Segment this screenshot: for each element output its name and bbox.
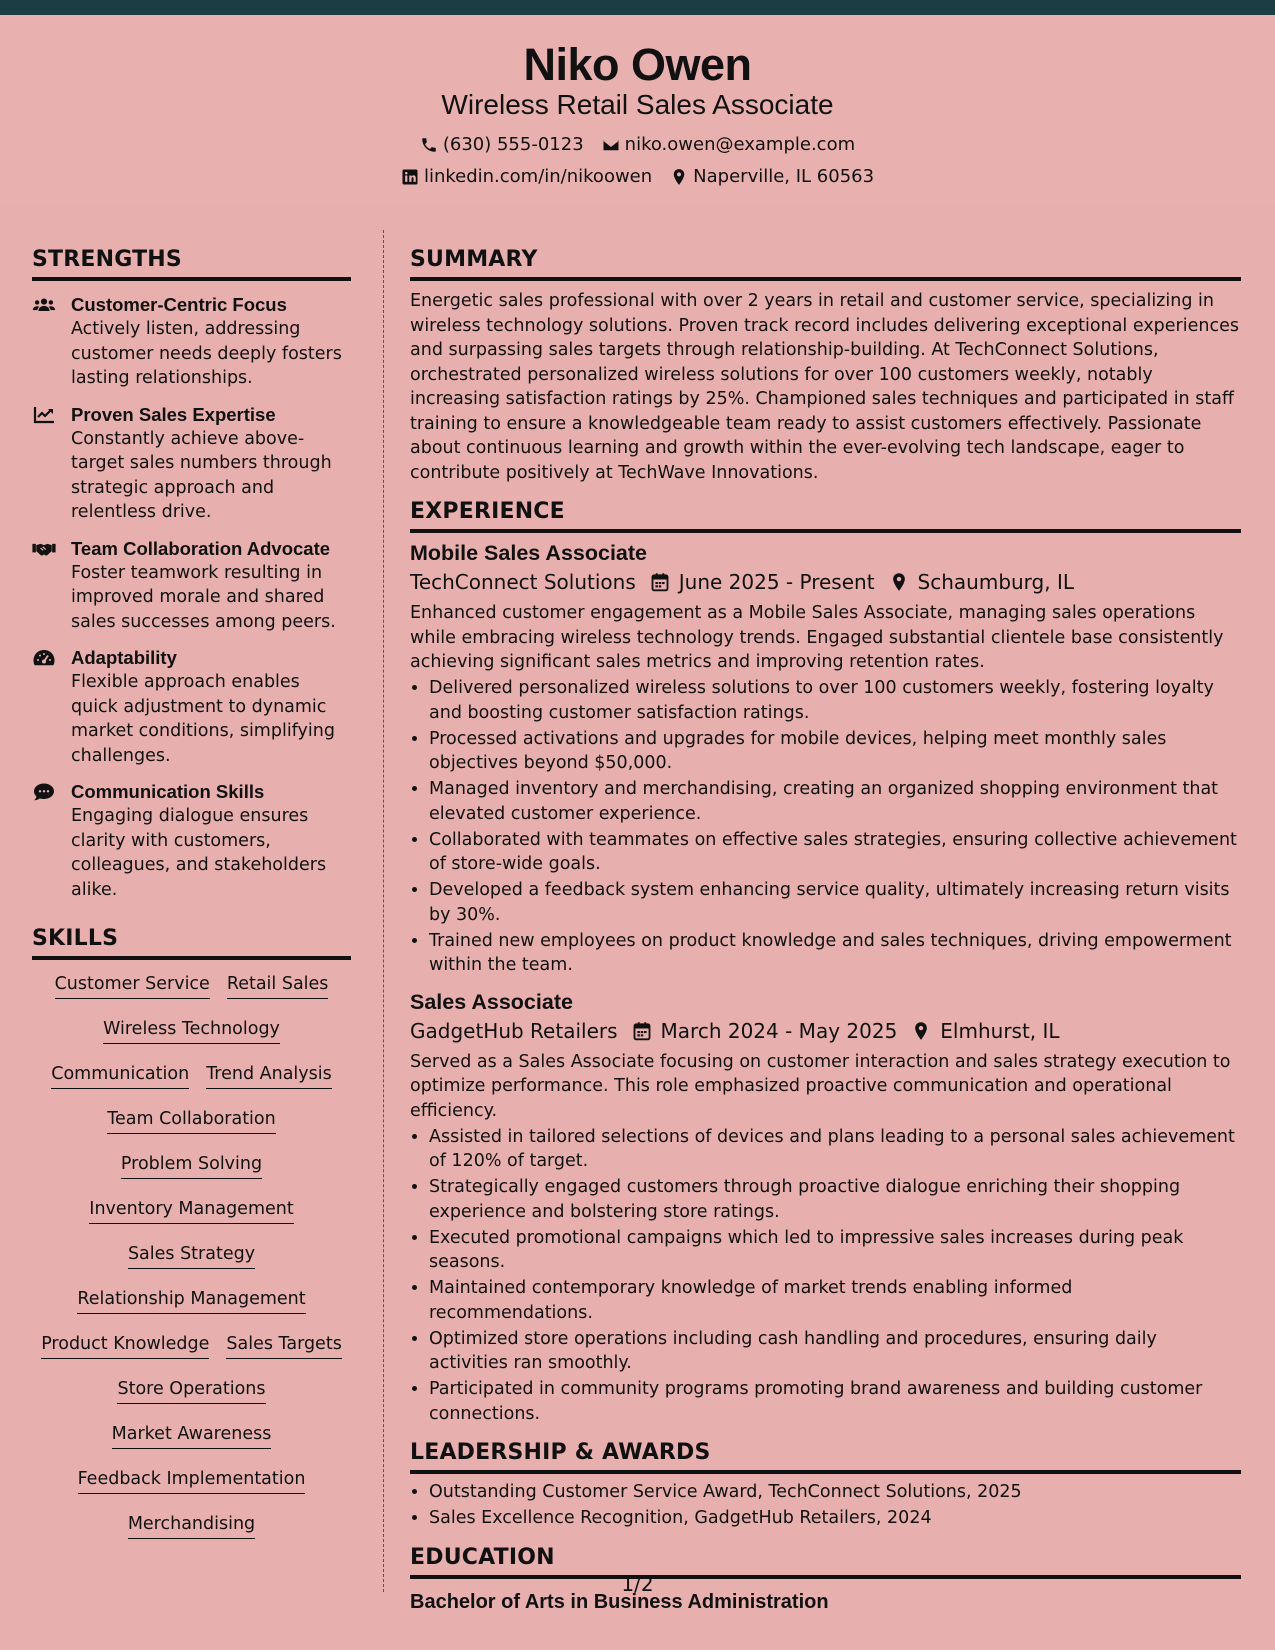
skill-row [32,1377,351,1422]
job-company: TechConnect Solutions [410,570,636,594]
calendar-icon [632,1021,652,1041]
comment-icon [32,782,56,802]
users-icon [32,295,56,315]
skill-row [32,1287,351,1332]
skill-tag: Inventory Management [89,1197,293,1224]
job-title: Mobile Sales Associate [410,541,647,565]
job-bullet: • Strategically engaged customers through proactive dialogue enriching their shopping experience and bolstering store ratings. [429,1175,1241,1224]
job-meta [410,1016,1241,1046]
top-accent-bar [0,0,1275,15]
job-location: Schaumburg, IL [917,570,1075,594]
phone-contact[interactable] [420,136,584,154]
award-item: • Sales Excellence Recognition, GadgetHub Retailers, 2024 [429,1506,1241,1531]
job-bullet: • Participated in community programs promoting brand awareness and building customer connections. [429,1377,1241,1426]
location-text: Naperville, IL 60563 [693,166,875,187]
awards-heading: LEADERSHIP & AWARDS [410,1438,1241,1474]
linkedin-text: linkedin.com/in/nikoowen [423,166,653,187]
contact-line-1 [0,136,1275,154]
envelope-icon [602,136,620,154]
job-bullet: • Delivered personalized wireless solutions to over 100 customers weekly, fostering loyalty and boosting customer satisfaction ratings. [429,676,1241,725]
skills-heading: SKILLS [32,924,351,960]
column-divider [383,230,384,1592]
strength-desc: Flexible approach enables quick adjustment to dynamic market conditions, simplifying challenges. [71,672,335,766]
summary-heading: SUMMARY [410,245,1241,281]
skill-row [32,1017,351,1062]
strength-title: Proven Sales Expertise [71,403,276,425]
education-degree: Bachelor of Arts in Business Administration [410,1590,829,1613]
phone-text: (630) 555-0123 [442,134,584,155]
skill-tag: Store Operations [117,1377,265,1404]
skill-tag: Merchandising [128,1512,255,1539]
map-pin-icon [670,168,688,186]
skill-tag: Customer Service [55,972,210,999]
job-entry [410,539,1241,978]
right-column [410,245,1241,1615]
linkedin-icon [401,168,419,186]
strength-desc: Actively listen, addressing customer needs deeply fosters lasting relationships. [71,319,342,388]
candidate-role: Wireless Retail Sales Associate [441,89,834,120]
strength-item [32,646,351,768]
job-dates: June 2025 - Present [678,570,875,594]
skill-tag: Product Knowledge [41,1332,209,1359]
skill-tag: Team Collaboration [107,1107,275,1134]
page-number: 1/2 [621,1572,654,1596]
job-bullet: • Managed inventory and merchandising, creating an organized shopping environment that elevated customer experience. [429,777,1241,826]
job-company: GadgetHub Retailers [410,1018,618,1043]
skill-row [32,972,351,1017]
candidate-name: Niko Owen [523,39,752,90]
skill-tag: Relationship Management [77,1287,305,1314]
job-description: Served as a Sales Associate focusing on customer interaction and sales strategy execution to optimize performance. This role emphasized proactive communication and operational efficiency. [410,1051,1231,1121]
calendar-icon [650,572,670,592]
skill-row [32,1107,351,1152]
location-contact [670,168,874,186]
strength-item [32,293,351,391]
strength-desc: Constantly achieve above-target sales numbers through strategic approach and relentless drive. [71,428,332,522]
contact-line-2 [0,168,1275,186]
job-meta [410,567,1241,597]
strength-title: Customer-Centric Focus [71,294,287,315]
job-bullets [410,676,1241,978]
job-title: Sales Associate [410,989,573,1014]
skill-row [32,1152,351,1197]
left-column [32,245,351,1557]
phone-icon [420,136,438,154]
strength-title: Adaptability [71,647,177,668]
skill-tag: Problem Solving [121,1152,262,1179]
job-bullet: • Collaborated with teammates on effective sales strategies, ensuring collective achievement of store-wide goals. [429,828,1241,877]
strength-desc: Engaging dialogue ensures clarity with customers, colleagues, and stakeholders alike. [71,806,327,900]
handshake-icon [32,539,56,559]
job-bullet: • Processed activations and upgrades for mobile devices, helping meet monthly sales objectives beyond $50,000. [429,727,1241,776]
strength-desc: Foster teamwork resulting in improved morale and shared sales successes among peers. [71,562,336,632]
job-bullet: • Trained new employees on product knowledge and sales techniques, driving empowerment within the team. [429,929,1241,978]
strength-item [32,403,351,525]
chart-line-icon [32,405,56,425]
skill-tag: Market Awareness [112,1422,272,1449]
strength-title: Communication Skills [71,781,265,802]
award-item: • Outstanding Customer Service Award, TechConnect Solutions, 2025 [429,1480,1241,1505]
job-description: Enhanced customer engagement as a Mobile Sales Associate, managing sales operations while embracing wireless technology trends. Engaged substantial clientele base consistently achieving significant sales metrics and improving retention rates. [410,603,1224,672]
job-bullet: • Executed promotional campaigns which led to impressive sales increases during peak seasons. [429,1226,1241,1275]
job-bullet: • Assisted in tailored selections of devices and plans leading to a personal sales achievement of 120% of target. [429,1125,1241,1174]
job-entry [410,988,1241,1427]
skill-row [32,1467,351,1512]
map-pin-icon [911,1021,931,1041]
skill-row [32,1062,351,1107]
strength-title: Team Collaboration Advocate [71,537,331,559]
awards-list [410,1480,1241,1531]
job-bullets [410,1125,1241,1427]
skill-row [32,1242,351,1287]
job-location: Elmhurst, IL [940,1018,1060,1043]
strengths-heading: STRENGTHS [32,245,351,281]
skill-tag: Sales Targets [226,1332,341,1359]
skill-tag: Communication [51,1062,189,1089]
skill-tag: Trend Analysis [206,1062,332,1089]
skill-tag: Wireless Technology [103,1017,280,1044]
resume-header [0,15,1275,205]
linkedin-contact[interactable] [401,168,652,186]
strength-item [32,537,351,635]
skill-tag: Feedback Implementation [78,1467,306,1494]
skill-tag: Retail Sales [227,972,329,999]
skill-row [32,1422,351,1467]
skill-row [32,1197,351,1242]
summary-text: Energetic sales professional with over 2 years in retail and customer service, specializing in wireless technology solutions. Proven track record includes delivering exceptional experiences and surpassing sales targets through relationship-building. At TechConnect Solutions, orchestrated personalized wireless solutions for over 100 customers weekly, notably increasing satisfaction ratings by 25%. Championed sales techniques and participated in staff training to ensure a knowledgeable team ready to assist customers effectively. Passionate about continuous learning and growth within the ever-evolving tech landscape, eager to contribute positively at TechWave Innovations. [410,291,1239,483]
skill-row [32,1332,351,1377]
job-dates: March 2024 - May 2025 [660,1018,898,1043]
job-bullet: • Maintained contemporary knowledge of market trends enabling informed recommendations. [429,1276,1241,1325]
job-bullet: • Developed a feedback system enhancing service quality, ultimately increasing return visits by 30%. [429,878,1241,927]
email-text: niko.owen@example.com [624,134,856,155]
job-bullet: • Optimized store operations including cash handling and procedures, ensuring daily activities ran smoothly. [429,1327,1241,1376]
strength-item [32,780,351,902]
education-heading: EDUCATION [410,1543,1241,1579]
gauge-icon [32,648,56,668]
experience-heading: EXPERIENCE [410,497,1241,533]
email-contact[interactable] [602,136,855,154]
skill-row [32,1512,351,1557]
skills-list [32,972,351,1557]
map-pin-icon [889,572,909,592]
skill-tag: Sales Strategy [128,1242,255,1269]
